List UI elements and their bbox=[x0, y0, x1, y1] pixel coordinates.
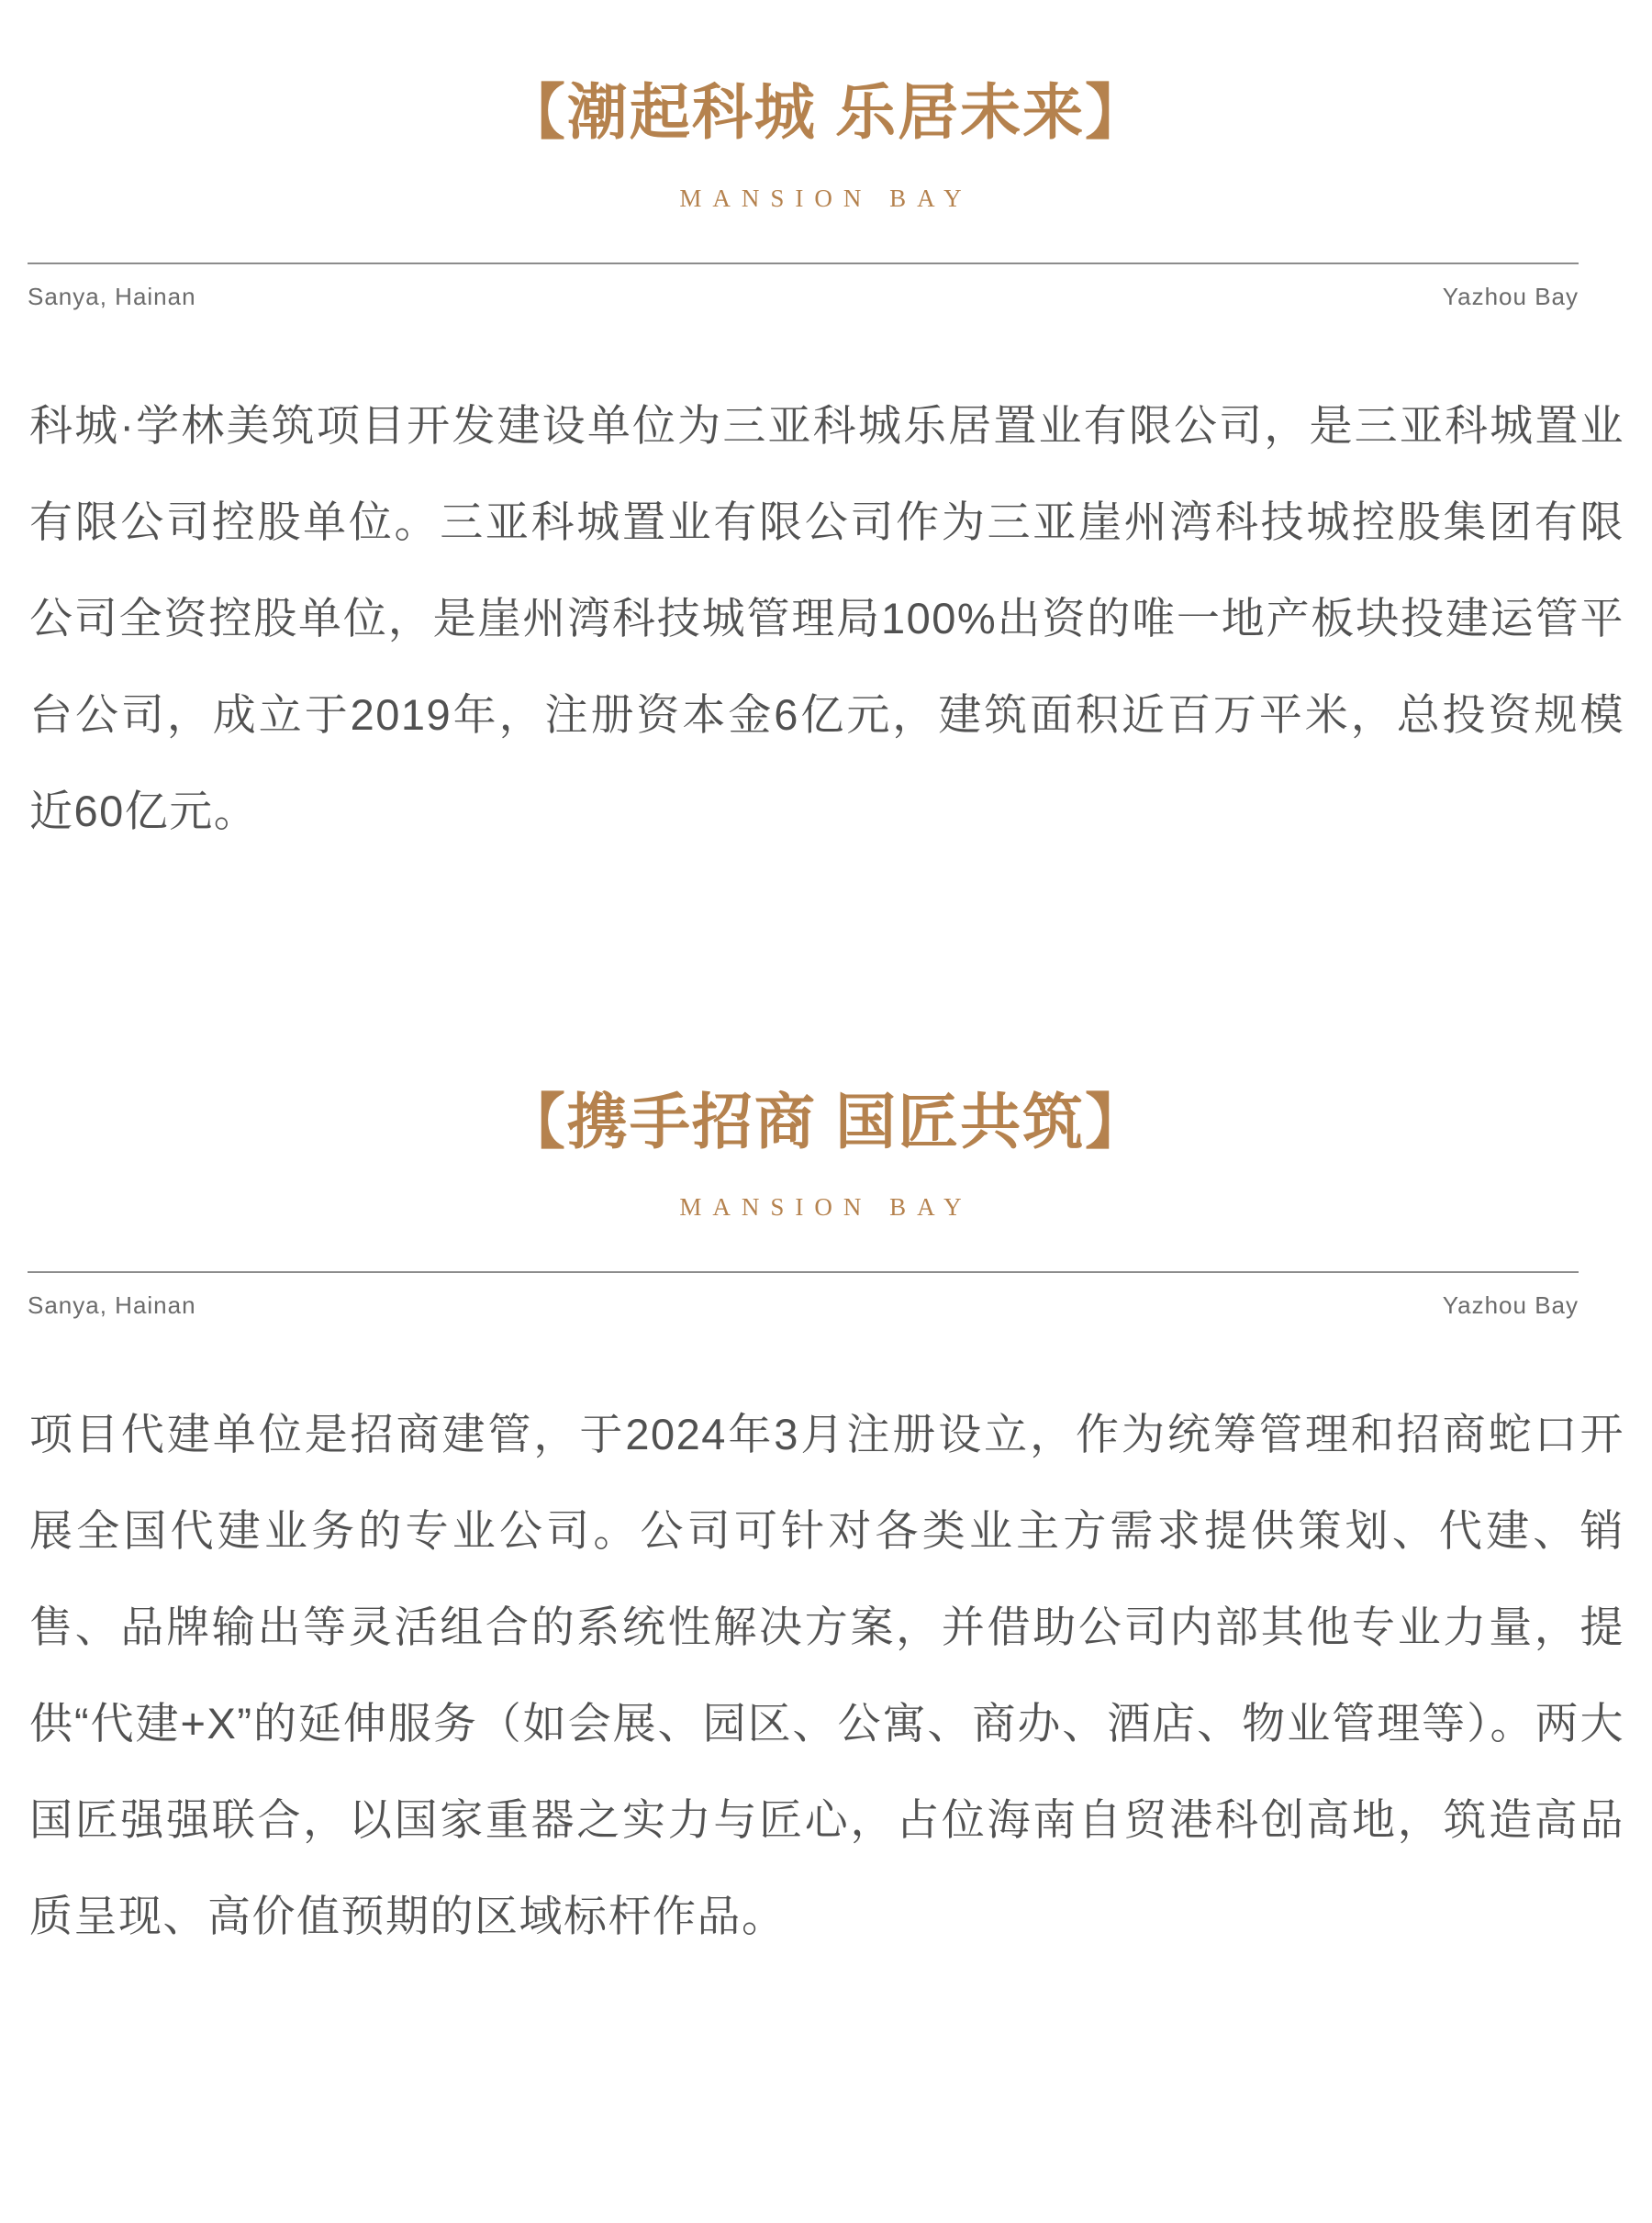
section-kecheng bbox=[0, 0, 1652, 859]
location-right-label: Yazhou Bay bbox=[1442, 1291, 1579, 1320]
section-title: 【潮起科城 乐居未来】 bbox=[504, 78, 1148, 146]
paragraph-developer-intro: 科城·学林美筑项目开发建设单位为三亚科城乐居置业有限公司，是三亚科城置业有限公司控股单位。三亚科城置业有限公司作为三亚崖州湾科技城控股集团有限公司全资控股单位，是崖州湾科技城管理局100%出资的唯一地产板块投建运管平台公司，成立于2019年，注册资本金6亿元，建筑面积近百万平米，总投资规模近60亿元。 bbox=[29, 400, 1624, 835]
paragraph-agent-builder-intro: 项目代建单位是招商建管，于2024年3月注册设立，作为统筹管理和招商蛇口开展全国代建业务的专业公司。公司可针对各类业主方需求提供策划、代建、销售、品牌输出等灵活组合的系统性解决方案，并借助公司内部其他专业力量，提供“代建+X”的延伸服务（如会展、园区、公寓、商办、酒店、物业管理等）。两大国匠强强联合，以国家重器之实力与匠心，占位海南自贸港科创高地，筑造高品质呈现、高价值预期的区域标杆作品。 bbox=[29, 1410, 1624, 1941]
brand-subtitle: MANSION BAY bbox=[679, 1193, 973, 1222]
brand-subtitle: MANSION BAY bbox=[679, 184, 973, 212]
section-zhaoshang bbox=[0, 1089, 1652, 1965]
location-row bbox=[28, 1291, 1579, 1320]
location-right-label: Yazhou Bay bbox=[1442, 282, 1579, 310]
location-left-label: Sanya, Hainan bbox=[28, 282, 196, 310]
location-row bbox=[28, 283, 1579, 311]
location-left-label: Sanya, Hainan bbox=[28, 1291, 196, 1320]
divider-line bbox=[28, 263, 1579, 264]
divider-line bbox=[28, 1271, 1579, 1273]
section-title: 【携手招商 国匠共筑】 bbox=[504, 1087, 1148, 1156]
